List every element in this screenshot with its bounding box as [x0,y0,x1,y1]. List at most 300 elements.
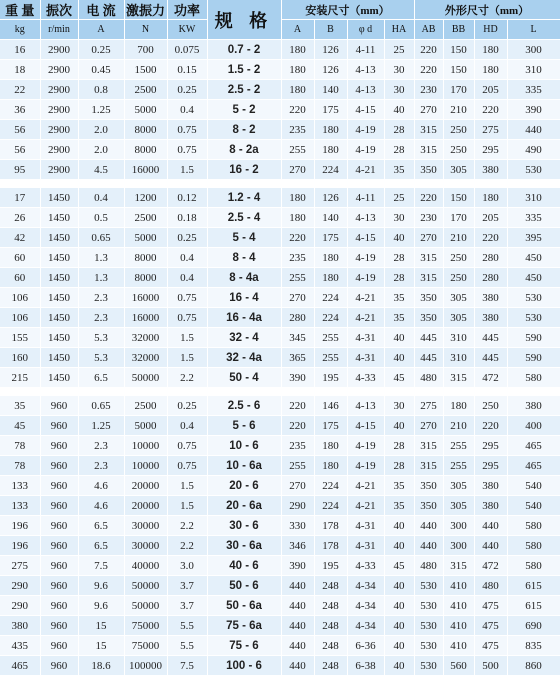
table-cell: 1450 [40,348,78,368]
table-row [0,476,560,496]
table-cell: 490 [507,140,560,160]
table-cell: 400 [507,416,560,436]
table-cell: 440 [281,596,314,616]
table-cell: 40 [384,416,414,436]
table-cell: 133 [0,476,40,496]
table-cell: 530 [414,656,443,676]
table-cell: 7.5 [78,556,124,576]
spec-cell: 10 - 6a [207,456,281,476]
table-cell: 5.5 [167,636,207,656]
table-cell: 310 [443,328,474,348]
table-cell: 0.4 [167,100,207,120]
table-cell: 180 [281,60,314,80]
table-cell: 126 [314,60,347,80]
table-cell: 32000 [124,348,167,368]
table-cell: 700 [124,40,167,60]
table-cell: 445 [414,348,443,368]
table-cell: 4-34 [347,596,384,616]
table-cell: 250 [443,120,474,140]
table-cell: 28 [384,248,414,268]
table-cell: 1.5 [167,476,207,496]
table-cell: 2900 [40,160,78,180]
table-cell: 295 [474,456,507,476]
table-cell: 315 [414,436,443,456]
table-cell: 100000 [124,656,167,676]
table-cell: 75000 [124,616,167,636]
table-cell: 345 [281,328,314,348]
table-cell: 465 [507,436,560,456]
table-cell: 1450 [40,288,78,308]
table-cell: 315 [414,140,443,160]
table-cell: 224 [314,160,347,180]
table-cell: 450 [507,268,560,288]
table-cell: 4.6 [78,496,124,516]
table-cell: 290 [281,496,314,516]
table-cell: 4-21 [347,308,384,328]
table-cell: 224 [314,308,347,328]
table-cell: 35 [0,396,40,416]
table-cell: 220 [281,100,314,120]
table-cell: 150 [443,40,474,60]
table-row [0,40,560,60]
table-cell: 4-31 [347,328,384,348]
table-cell: 170 [443,80,474,100]
table-cell: 4-19 [347,120,384,140]
table-cell: 40 [384,636,414,656]
spec-cell: 50 - 4 [207,368,281,388]
table-cell: 445 [474,348,507,368]
table-cell: 1450 [40,308,78,328]
table-cell: 540 [507,496,560,516]
table-cell: 140 [314,80,347,100]
table-cell: 410 [443,576,474,596]
table-cell: 4-13 [347,80,384,100]
table-cell: 180 [314,248,347,268]
table-cell: 1450 [40,328,78,348]
table-row [0,80,560,100]
table-cell: 4-15 [347,100,384,120]
header-power: 功率 [167,0,207,20]
table-cell: 2.3 [78,456,124,476]
table-row [0,516,560,536]
spec-cell: 16 - 2 [207,160,281,180]
table-cell: 2.2 [167,536,207,556]
table-cell: 960 [40,636,78,656]
table-cell: 180 [474,40,507,60]
group-separator-cell [0,388,560,396]
table-cell: 26 [0,208,40,228]
table-cell: 150 [443,188,474,208]
table-cell: 300 [443,536,474,556]
table-cell: 1200 [124,188,167,208]
table-cell: 4-21 [347,160,384,180]
table-cell: 3.0 [167,556,207,576]
table-cell: 230 [414,208,443,228]
table-cell: 4-15 [347,228,384,248]
table-cell: 255 [314,348,347,368]
table-cell: 180 [281,80,314,100]
table-cell: 180 [314,120,347,140]
table-cell: 472 [474,368,507,388]
table-cell: 410 [443,616,474,636]
table-cell: 40 [384,516,414,536]
table-row [0,496,560,516]
col-ha: HA [384,20,414,40]
table-cell: 250 [443,268,474,288]
table-cell: 4-31 [347,536,384,556]
table-cell: 300 [507,40,560,60]
table-cell: 4-19 [347,456,384,476]
table-cell: 310 [443,348,474,368]
table-cell: 205 [474,80,507,100]
table-cell: 4-19 [347,436,384,456]
table-cell: 380 [474,496,507,516]
header-install: 安装尺寸（mm） [281,0,414,20]
table-cell: 1450 [40,188,78,208]
table-cell: 28 [384,456,414,476]
table-cell: 410 [443,596,474,616]
spec-cell: 20 - 6 [207,476,281,496]
table-cell: 450 [507,248,560,268]
table-cell: 8000 [124,120,167,140]
table-cell: 17 [0,188,40,208]
table-cell: 0.4 [78,188,124,208]
table-cell: 180 [474,60,507,80]
table-cell: 220 [414,60,443,80]
table-cell: 270 [414,228,443,248]
table-cell: 300 [443,516,474,536]
table-cell: 290 [0,596,40,616]
table-cell: 78 [0,436,40,456]
table-cell: 210 [443,100,474,120]
table-cell: 480 [474,576,507,596]
table-cell: 440 [474,536,507,556]
col-hd: HD [474,20,507,40]
table-cell: 60 [0,268,40,288]
table-cell: 255 [281,140,314,160]
table-cell: 380 [0,616,40,636]
table-cell: 250 [474,396,507,416]
table-cell: 2900 [40,120,78,140]
table-cell: 690 [507,616,560,636]
spec-cell: 16 - 4a [207,308,281,328]
table-cell: 150 [443,60,474,80]
table-cell: 4-19 [347,268,384,288]
table-cell: 248 [314,636,347,656]
table-cell: 2.0 [78,140,124,160]
table-cell: 235 [281,248,314,268]
table-cell: 350 [414,308,443,328]
table-cell: 6.5 [78,368,124,388]
table-cell: 9.6 [78,596,124,616]
table-cell: 0.75 [167,308,207,328]
table-cell: 220 [474,100,507,120]
table-cell: 170 [443,208,474,228]
table-cell: 0.65 [78,396,124,416]
table-cell: 4-21 [347,476,384,496]
table-cell: 475 [474,616,507,636]
table-row [0,100,560,120]
table-cell: 30000 [124,536,167,556]
table-cell: 480 [414,368,443,388]
spec-cell: 32 - 4 [207,328,281,348]
unit-weight: kg [0,20,40,40]
table-cell: 6-38 [347,656,384,676]
table-cell: 35 [384,496,414,516]
table-cell: 1.3 [78,268,124,288]
table-cell: 350 [414,288,443,308]
table-cell: 580 [507,516,560,536]
table-cell: 40 [384,656,414,676]
table-cell: 255 [443,436,474,456]
table-cell: 50000 [124,576,167,596]
table-cell: 180 [474,188,507,208]
table-cell: 45 [384,556,414,576]
table-row [0,188,560,208]
table-cell: 25 [384,188,414,208]
table-cell: 615 [507,596,560,616]
table-cell: 180 [314,140,347,160]
table-cell: 6-36 [347,636,384,656]
table-cell: 590 [507,348,560,368]
table-cell: 0.75 [167,456,207,476]
table-cell: 0.15 [167,60,207,80]
table-cell: 180 [281,40,314,60]
table-cell: 440 [281,636,314,656]
spec-cell: 30 - 6a [207,536,281,556]
table-cell: 0.075 [167,40,207,60]
table-cell: 530 [414,636,443,656]
table-cell: 1500 [124,60,167,80]
table-cell: 295 [474,140,507,160]
table-cell: 275 [0,556,40,576]
table-cell: 6.5 [78,536,124,556]
table-cell: 380 [474,160,507,180]
table-cell: 133 [0,496,40,516]
table-cell: 580 [507,556,560,576]
table-cell: 580 [507,536,560,556]
table-cell: 530 [414,596,443,616]
table-cell: 380 [474,476,507,496]
table-cell: 255 [281,268,314,288]
table-cell: 28 [384,140,414,160]
table-cell: 30 [384,208,414,228]
table-cell: 18 [0,60,40,80]
table-cell: 500 [474,656,507,676]
table-row [0,396,560,416]
table-cell: 28 [384,120,414,140]
table-cell: 270 [281,160,314,180]
table-cell: 330 [281,516,314,536]
table-row [0,556,560,576]
table-cell: 40 [384,576,414,596]
table-cell: 16 [0,40,40,60]
table-cell: 235 [281,436,314,456]
table-cell: 0.65 [78,228,124,248]
table-cell: 0.18 [167,208,207,228]
table-cell: 960 [40,416,78,436]
spec-cell: 8 - 4 [207,248,281,268]
header-outline: 外形尺寸（mm） [414,0,560,20]
table-cell: 215 [0,368,40,388]
table-cell: 0.25 [167,228,207,248]
table-cell: 8000 [124,268,167,288]
table-cell: 9.6 [78,576,124,596]
spec-cell: 8 - 4a [207,268,281,288]
table-row [0,328,560,348]
table-cell: 2.0 [78,120,124,140]
table-cell: 0.75 [167,120,207,140]
table-cell: 28 [384,436,414,456]
table-cell: 40000 [124,556,167,576]
table-cell: 248 [314,656,347,676]
table-cell: 270 [414,416,443,436]
table-cell: 390 [281,556,314,576]
col-a: A [281,20,314,40]
table-cell: 4-15 [347,416,384,436]
table-cell: 960 [40,496,78,516]
table-cell: 440 [414,516,443,536]
table-cell: 0.12 [167,188,207,208]
table-cell: 960 [40,456,78,476]
spec-cell: 30 - 6 [207,516,281,536]
table-cell: 270 [414,100,443,120]
table-cell: 275 [474,120,507,140]
table-row [0,208,560,228]
table-cell: 20000 [124,476,167,496]
table-cell: 195 [314,368,347,388]
table-cell: 835 [507,636,560,656]
table-cell: 235 [281,120,314,140]
table-cell: 5000 [124,228,167,248]
table-cell: 346 [281,536,314,556]
table-cell: 0.75 [167,436,207,456]
table-cell: 1450 [40,228,78,248]
table-cell: 220 [414,188,443,208]
table-cell: 2900 [40,40,78,60]
table-cell: 45 [0,416,40,436]
table-cell: 0.75 [167,140,207,160]
table-cell: 365 [281,348,314,368]
spec-cell: 8 - 2a [207,140,281,160]
table-cell: 295 [474,436,507,456]
table-cell: 18.6 [78,656,124,676]
table-cell: 2900 [40,60,78,80]
group-separator [0,388,560,396]
table-cell: 6.5 [78,516,124,536]
table-cell: 1.25 [78,416,124,436]
table-cell: 540 [507,476,560,496]
table-cell: 0.75 [167,288,207,308]
table-cell: 2.2 [167,516,207,536]
table-row [0,120,560,140]
table-row [0,288,560,308]
table-cell: 350 [414,160,443,180]
table-cell: 40 [384,228,414,248]
table-cell: 2500 [124,80,167,100]
table-cell: 196 [0,516,40,536]
table-cell: 305 [443,496,474,516]
table-row [0,368,560,388]
table-cell: 440 [474,516,507,536]
table-cell: 4-19 [347,140,384,160]
table-cell: 315 [443,368,474,388]
table-cell: 4-31 [347,348,384,368]
table-row [0,416,560,436]
table-cell: 305 [443,288,474,308]
table-cell: 210 [443,416,474,436]
table-cell: 180 [443,396,474,416]
table-cell: 5.3 [78,348,124,368]
table-cell: 3.7 [167,576,207,596]
table-row [0,60,560,80]
table-cell: 30 [384,80,414,100]
table-cell: 10000 [124,456,167,476]
table-cell: 440 [281,576,314,596]
table-cell: 440 [414,536,443,556]
table-cell: 2.3 [78,288,124,308]
table-cell: 32000 [124,328,167,348]
header-weight: 重 量 [0,0,40,20]
table-cell: 280 [474,248,507,268]
table-cell: 255 [314,328,347,348]
table-cell: 350 [414,476,443,496]
spec-cell: 16 - 4 [207,288,281,308]
group-separator-cell [0,180,560,188]
table-cell: 960 [40,556,78,576]
table-cell: 615 [507,576,560,596]
table-cell: 35 [384,476,414,496]
table-cell: 10000 [124,436,167,456]
table-cell: 35 [384,160,414,180]
table-row [0,436,560,456]
table-cell: 28 [384,268,414,288]
table-cell: 250 [443,248,474,268]
table-cell: 5.5 [167,616,207,636]
col-bb: BB [443,20,474,40]
table-cell: 220 [474,228,507,248]
table-cell: 248 [314,576,347,596]
table-cell: 40 [384,328,414,348]
table-cell: 126 [314,40,347,60]
table-cell: 146 [314,396,347,416]
table-cell: 45 [384,368,414,388]
table-cell: 2900 [40,100,78,120]
table-cell: 75000 [124,636,167,656]
group-separator [0,180,560,188]
table-cell: 210 [443,228,474,248]
table-cell: 4-31 [347,516,384,536]
table-cell: 1.5 [167,328,207,348]
table-cell: 0.8 [78,80,124,100]
table-cell: 2.2 [167,368,207,388]
header-spec: 规 格 [207,0,281,40]
table-cell: 560 [443,656,474,676]
spec-cell: 100 - 6 [207,656,281,676]
spec-cell: 1.2 - 4 [207,188,281,208]
table-cell: 275 [414,396,443,416]
table-cell: 220 [281,396,314,416]
table-cell: 160 [0,348,40,368]
table-cell: 960 [40,596,78,616]
table-cell: 4.5 [78,160,124,180]
table-cell: 4-34 [347,576,384,596]
table-cell: 4-21 [347,288,384,308]
spec-cell: 10 - 6 [207,436,281,456]
table-row [0,456,560,476]
spec-cell: 5 - 4 [207,228,281,248]
table-cell: 270 [281,288,314,308]
